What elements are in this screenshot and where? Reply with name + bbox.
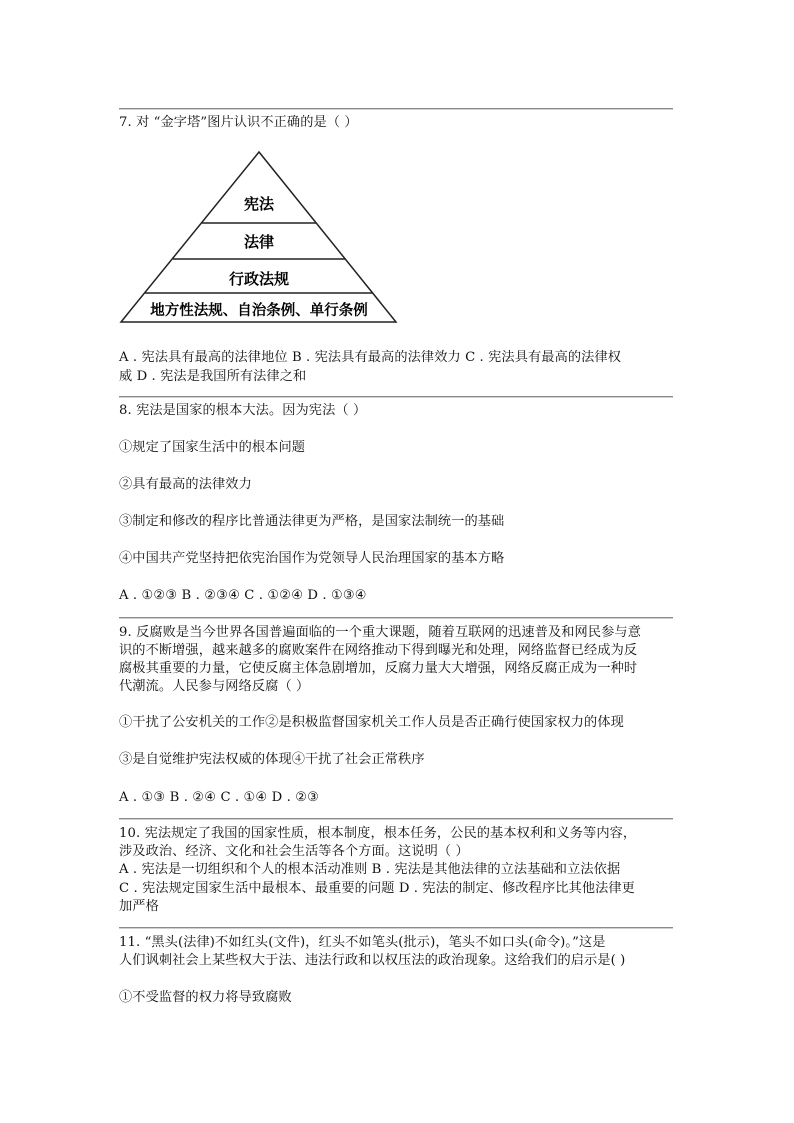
question-9-stem-line-3: 腐极其重要的力量，它使反腐主体急剧增加，反腐力量大大增强，网络反腐正成为一种时 bbox=[119, 661, 638, 676]
question-10-line-2: 涉及政治、经济、文化和社会生活等各个方面。这说明（ ） bbox=[119, 844, 469, 859]
question-11-line-2: 人们讽刺社会上某些权大于法、违法行政和以权压法的政治现象。这给我们的启示是( ) bbox=[119, 953, 626, 968]
question-10-line-3: A . 宪法是一切组织和个人的根本活动准则 B . 宪法是其他法律的立法基础和立法依据 bbox=[119, 862, 621, 877]
divider bbox=[119, 396, 673, 398]
question-8-item-4: ④中国共产党坚持把依宪治国作为党领导人民治理国家的基本方略 bbox=[119, 551, 505, 566]
pyramid-diagram bbox=[118, 150, 400, 328]
question-10-line-1: 10. 宪法规定了我国的国家性质，根本制度，根本任务，公民的基本权利和义务等内容， bbox=[119, 826, 637, 841]
question-9-options: A . ①③ B . ②④ C . ①④ D . ②③ bbox=[119, 790, 320, 805]
question-7-options-line-1: A . 宪法具有最高的法律地位 B . 宪法具有最高的法律效力 C . 宪法具有最高的法律权 bbox=[119, 350, 622, 365]
question-10-line-4: C . 宪法规定国家生活中最根本、最重要的问题 D . 宪法的制定、修改程序比其他法律更 bbox=[119, 881, 635, 896]
divider bbox=[119, 818, 673, 820]
divider bbox=[119, 108, 673, 110]
question-8-item-2: ②具有最高的法律效力 bbox=[119, 477, 252, 492]
pyramid-level-constitution: 宪法 bbox=[243, 195, 275, 213]
pyramid-level-local-regulations: 地方性法规、自治条例、单行条例 bbox=[150, 303, 368, 319]
pyramid-level-administrative-regulations: 行政法规 bbox=[228, 270, 290, 288]
question-9-item-1: ①干扰了公安机关的工作②是积极监督国家机关工作人员是否正确行使国家权力的体现 bbox=[119, 715, 624, 730]
question-7-stem: 7. 对 “金字塔”图片认识不正确的是（ ） bbox=[119, 115, 358, 130]
question-8-item-3: ③制定和修改的程序比普通法律更为严格，是国家法制统一的基础 bbox=[119, 514, 505, 529]
question-11-line-1: 11. “黑头(法律)不如红头(文件)，红头不如笔头(批示)，笔头不如口头(命令)。”这是 bbox=[119, 935, 606, 950]
divider bbox=[119, 927, 673, 929]
question-8-options: A . ①②③ B . ②③④ C . ①②④ D . ①③④ bbox=[119, 588, 367, 603]
question-7-options-line-2: 威 D . 宪法是我国所有法律之和 bbox=[119, 369, 307, 384]
question-9-stem-line-2: 识的不断增强，越来越多的腐败案件在网络推动下得到曝光和处理，网络监督已经成为反 bbox=[119, 643, 638, 658]
question-10-line-5: 加严格 bbox=[119, 899, 159, 914]
question-11-item-1: ①不受监督的权力将导致腐败 bbox=[119, 990, 292, 1005]
question-8-stem: 8. 宪法是国家的根本大法。因为宪法（ ） bbox=[119, 403, 367, 418]
divider bbox=[119, 617, 673, 619]
question-8-item-1: ①规定了国家生活中的根本问题 bbox=[119, 440, 306, 455]
pyramid-level-law: 法律 bbox=[243, 233, 275, 251]
question-9-item-2: ③是自觉维护宪法权威的体现④干扰了社会正常秩序 bbox=[119, 752, 425, 767]
question-9-stem-line-1: 9. 反腐败是当今世界各国普遍面临的一个重大课题，随着互联网的迅速普及和网民参与意 bbox=[119, 625, 641, 640]
question-9-stem-line-4: 代潮流。人民参与网络反腐（ ） bbox=[119, 679, 310, 694]
